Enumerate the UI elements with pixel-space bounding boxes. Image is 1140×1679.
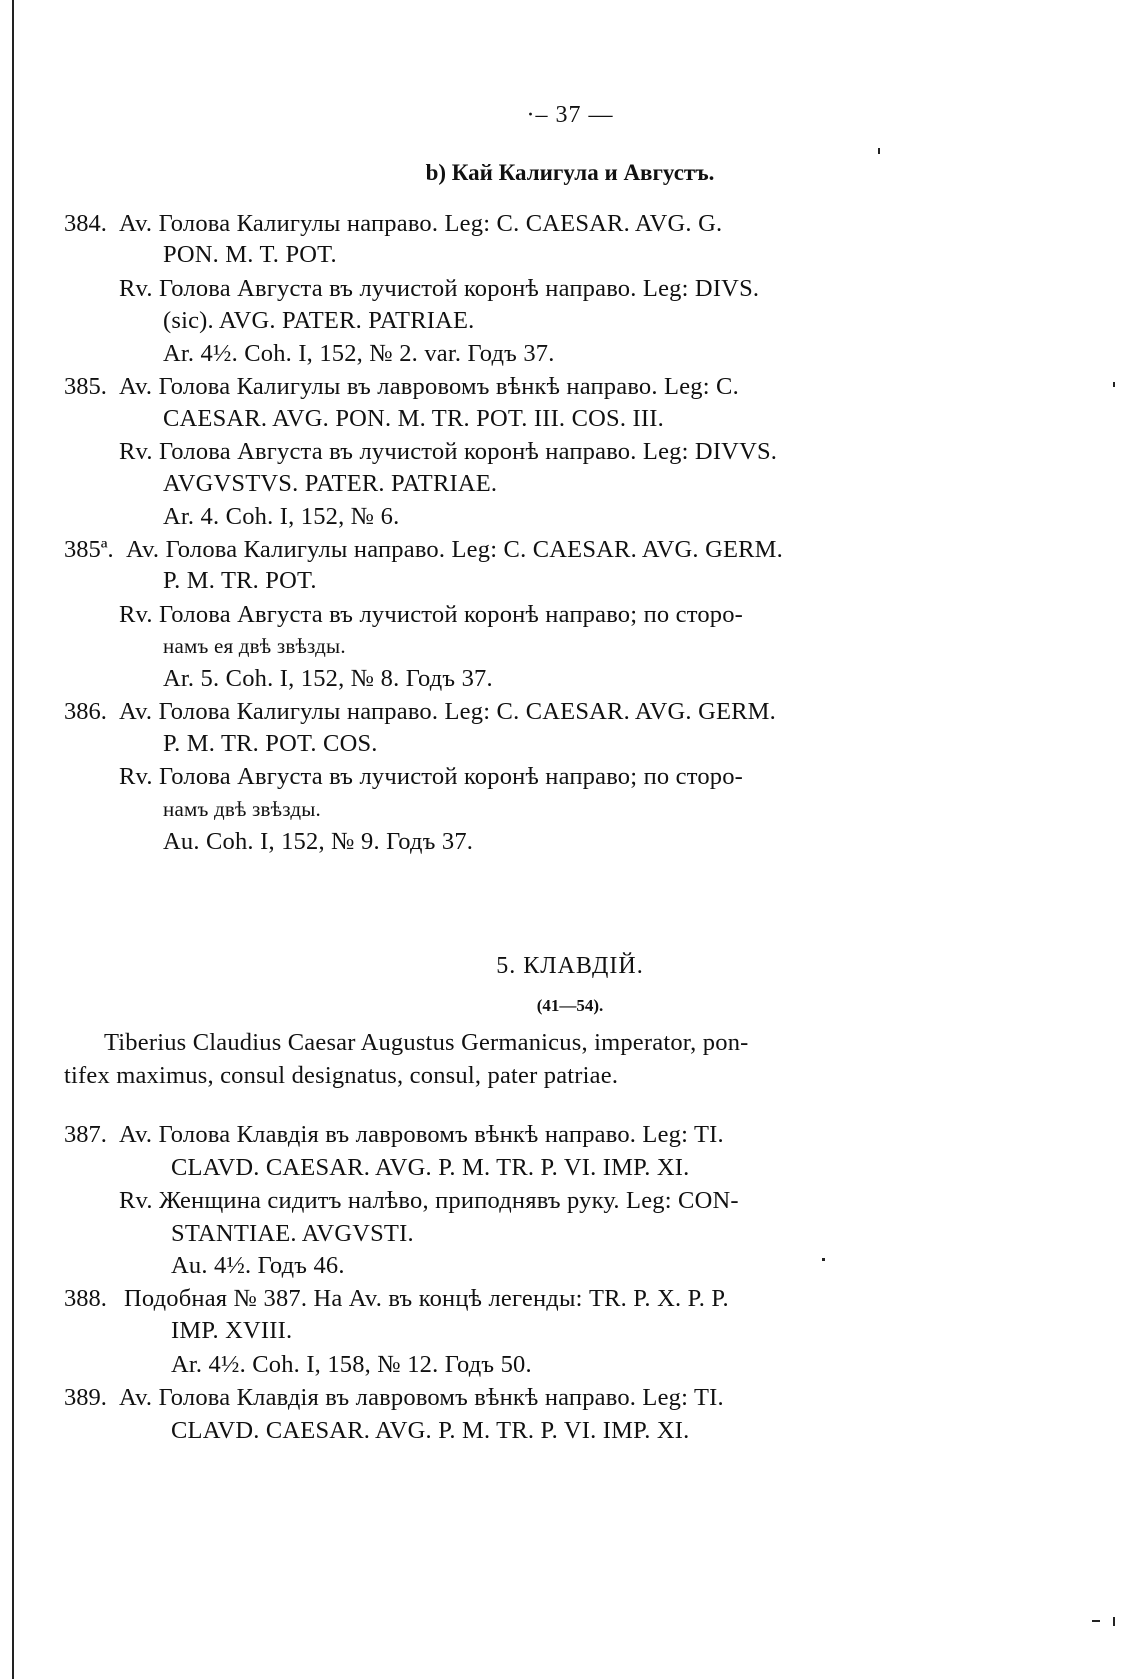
entry-line: (sic). AVG. PATER. PATRIAE. [163, 307, 475, 334]
entry-number: 384. [64, 210, 107, 237]
entry-line: Rv. Женщина сидитъ налѣво, приподнявъ руку. Leg: CON- [119, 1187, 739, 1214]
entry-line: Ar. 5. Coh. I, 152, № 8. Годъ 37. [163, 665, 493, 692]
entry-line: IMP. XVIII. [171, 1317, 293, 1344]
section-title-b: b) Кай Калигула и Августъ. [425, 160, 715, 185]
scan-speck [1113, 382, 1115, 387]
entry-number: 385. [64, 373, 107, 400]
entry-number: 385ª. [64, 536, 114, 563]
entry-number: 386. [64, 698, 107, 725]
entry-line: Av. Голова Калигулы въ лавровомъ вѣнкѣ направо. Leg: C. [119, 373, 739, 400]
entry-number: 388. [64, 1285, 107, 1312]
section-years: (41—54). [536, 996, 604, 1015]
entry-line: Au. Coh. I, 152, № 9. Годъ 37. [163, 828, 474, 855]
entry-line: P. M. TR. POT. [163, 567, 317, 594]
entry-line: Au. 4½. Годъ 46. [171, 1252, 345, 1279]
page-number: ·– 37 — [526, 102, 614, 128]
intro-line: Tiberius Claudius Caesar Augustus Germanicus, imperator, pon- [104, 1029, 749, 1056]
entry-line: STANTIAE. AVGVSTI. [171, 1220, 414, 1247]
entry-line: Подобная № 387. На Av. въ концѣ легенды: TR. P. X. P. P. [124, 1285, 729, 1312]
entry-line: Rv. Голова Августа въ лучистой коронѣ направо; по сторо- [119, 763, 744, 790]
entry-line: Rv. Голова Августа въ лучистой коронѣ направо. Leg: DIVS. [119, 275, 760, 302]
entry-line: намъ двѣ звѣзды. [163, 797, 321, 821]
entry-line: CLAVD. CAESAR. AVG. P. M. TR. P. VI. IMP. XI. [171, 1154, 690, 1181]
entry-line: Av. Голова Калигулы направо. Leg: C. CAESAR. AVG. G. [119, 210, 723, 237]
entry-line: Ar. 4. Coh. I, 152, № 6. [163, 503, 400, 530]
section-heading-claudius: 5. КЛАВДIЙ. [496, 953, 644, 979]
entry-number: 389. [64, 1384, 107, 1411]
entry-number: 387. [64, 1121, 107, 1148]
entry-line: CAESAR. AVG. PON. M. TR. POT. III. COS. III. [163, 405, 664, 432]
entry-line: Av. Голова Калигулы направо. Leg: C. CAESAR. AVG. GERM. [119, 698, 776, 725]
intro-line: tifex maximus, consul designatus, consul, pater patriae. [64, 1062, 619, 1089]
entry-line: Av. Голова Клавдія въ лавровомъ вѣнкѣ направо. Leg: TI. [119, 1384, 724, 1411]
scan-speck [1113, 1617, 1115, 1626]
entry-line: Av. Голова Клавдія въ лавровомъ вѣнкѣ направо. Leg: TI. [119, 1121, 724, 1148]
entry-line: Rv. Голова Августа въ лучистой коронѣ направо. Leg: DIVVS. [119, 438, 778, 465]
entry-line: Ar. 4½. Coh. I, 158, № 12. Годъ 50. [171, 1351, 532, 1378]
entry-line: Rv. Голова Августа въ лучистой коронѣ направо; по сторо- [119, 601, 744, 628]
entry-line: P. M. TR. POT. COS. [163, 730, 378, 757]
entry-line: намъ ея двѣ звѣзды. [163, 634, 346, 658]
entry-line: AVGVSTVS. PATER. PATRIAE. [163, 470, 498, 497]
entry-line: Av. Голова Калигулы направо. Leg: C. CAESAR. AVG. GERM. [126, 536, 783, 563]
page-edge-line [12, 0, 14, 1679]
entry-line: PON. M. T. POT. [163, 241, 337, 268]
scan-speck [878, 148, 880, 154]
entry-line: CLAVD. CAESAR. AVG. P. M. TR. P. VI. IMP. XI. [171, 1417, 690, 1444]
entry-line: Ar. 4½. Coh. I, 152, № 2. var. Годъ 37. [163, 340, 555, 367]
scan-speck [1092, 1620, 1100, 1622]
scan-speck [822, 1258, 825, 1261]
